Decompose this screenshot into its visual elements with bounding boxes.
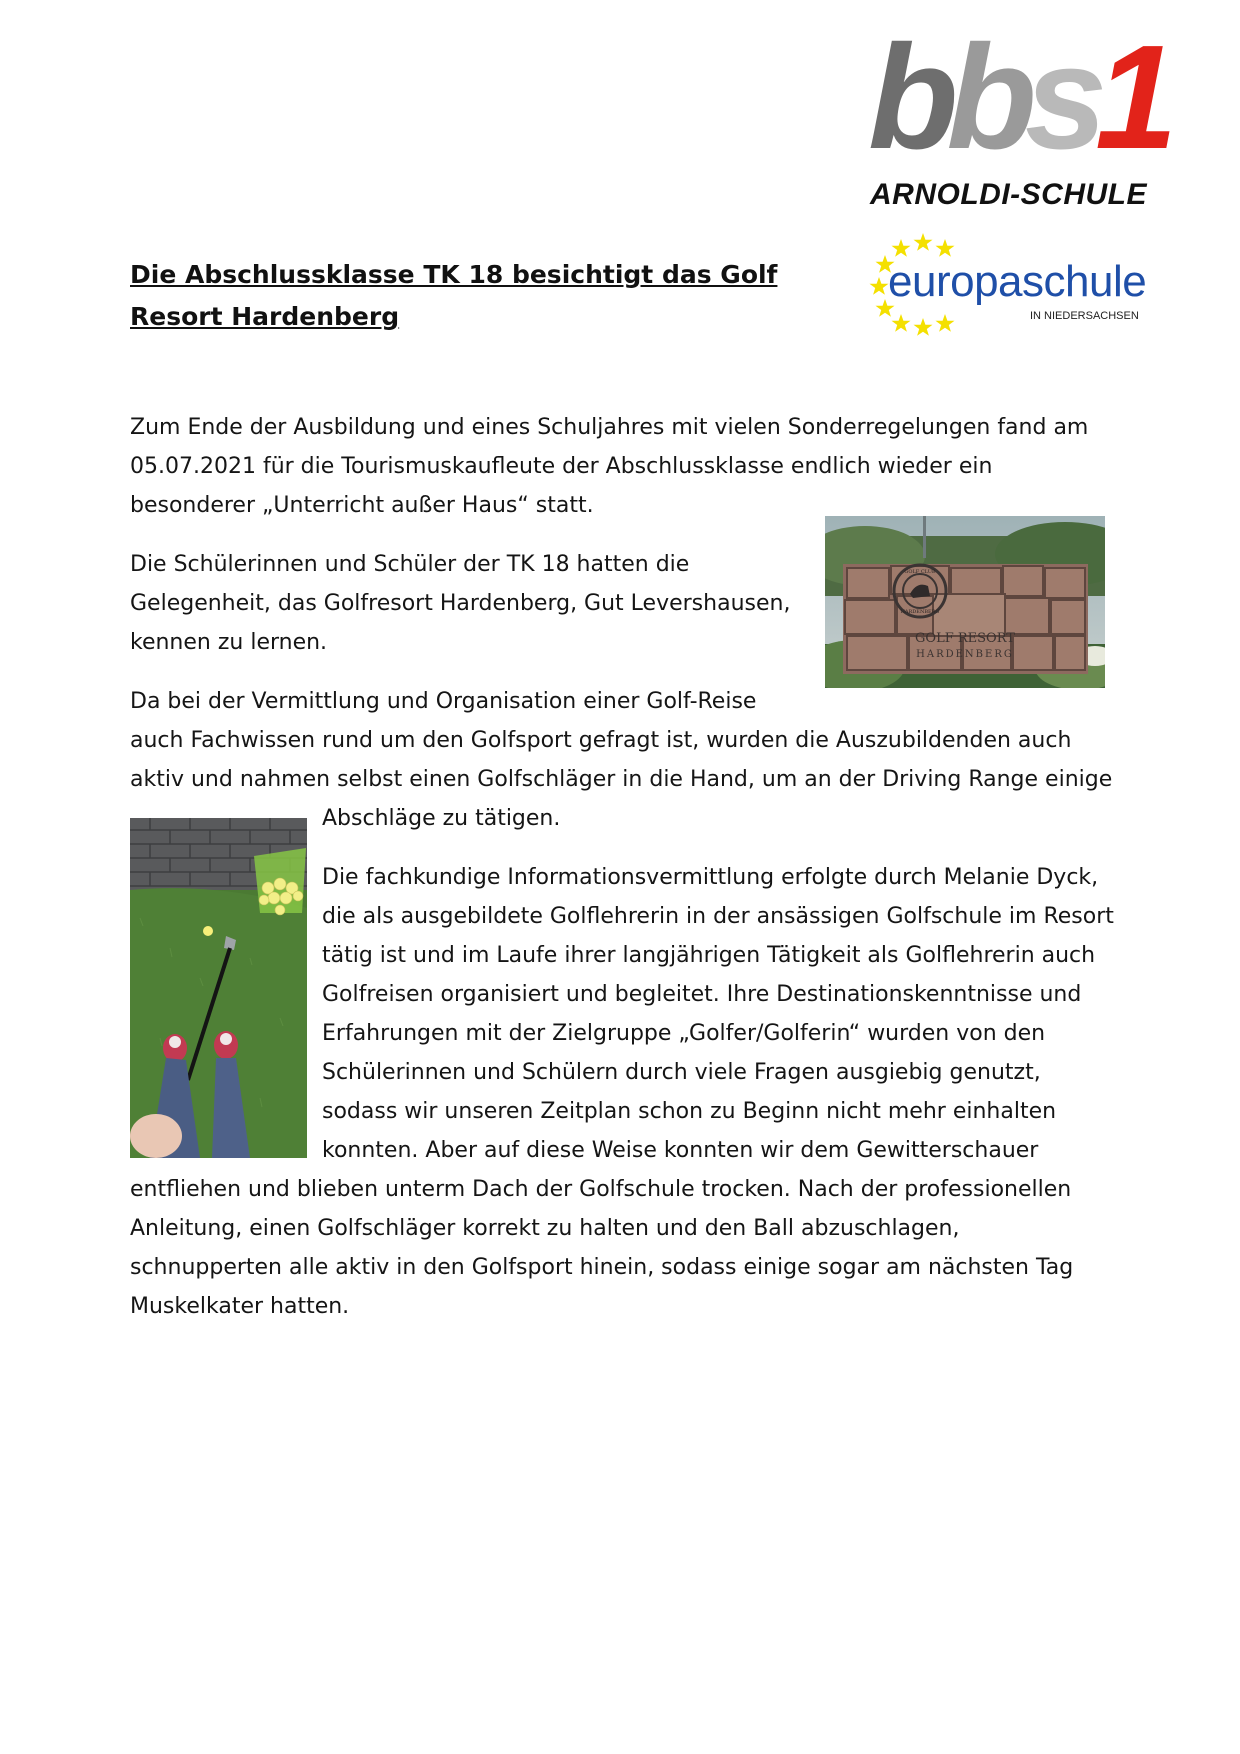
body-line: 05.07.2021 für die Tourismuskaufleute der Abschlussklasse endlich wieder ein	[130, 454, 993, 479]
body-line: konnten. Aber auf diese Weise konnten wir dem Gewitterschauer	[322, 1138, 1039, 1163]
body-line: kennen zu lernen.	[130, 630, 328, 655]
body-line: Golfreisen organisiert und begleitet. Ihre Destinationskenntnisse und	[322, 982, 1082, 1007]
body-line: Anleitung, einen Golfschläger korrekt zu halten und den Ball abzuschlagen,	[130, 1216, 960, 1241]
body-line: Muskelkater hatten.	[130, 1294, 350, 1319]
body-line: entfliehen und blieben unterm Dach der Golfschule trocken. Nach der professionellen	[130, 1177, 1072, 1202]
europaschule-wordmark: europaschule	[888, 257, 1147, 306]
body-line: Gelegenheit, das Golfresort Hardenberg, Gut Levershausen,	[130, 591, 791, 616]
sign-line-1: GOLF RESORT	[915, 631, 1015, 646]
driving-range-photo	[130, 818, 307, 1158]
europaschule-logo	[868, 230, 1168, 340]
body-line: Zum Ende der Ausbildung und eines Schuljahres mit vielen Sonderregelungen fand am	[130, 415, 1089, 440]
body-line: aktiv und nahmen selbst einen Golfschläger in die Hand, um an der Driving Range einige	[130, 767, 1113, 792]
body-line: Die Schülerinnen und Schüler der TK 18 hatten die	[130, 552, 690, 577]
body-line: schnupperten alle aktiv in den Golfsport hinein, sodass einige sogar am nächsten Tag	[130, 1255, 1074, 1280]
body-line: Abschläge zu tätigen.	[322, 806, 561, 831]
bbs1-wordmark: bbs1	[868, 15, 1166, 180]
bbs1-subtitle: ARNOLDI-SCHULE	[870, 178, 1147, 211]
body-line: die als ausgebildete Golflehrerin in der ansässigen Golfschule im Resort	[322, 904, 1114, 929]
sign-badge-top: GOLF CLUB	[904, 569, 936, 575]
sign-line-2: HARDENBERG	[916, 649, 1014, 660]
sign-badge-bottom: HARDENBERG	[900, 609, 940, 615]
body-line: besonderer „Unterricht außer Haus“ statt.	[130, 493, 594, 518]
article-title: Die Abschlussklasse TK 18 besichtigt das Golf Resort Hardenberg	[130, 260, 778, 331]
body-line: auch Fachwissen rund um den Golfsport gefragt ist, wurden die Auszubildenden auch	[130, 728, 1072, 753]
body-line: sodass wir unseren Zeitplan schon zu Beginn nicht mehr einhalten	[322, 1099, 1057, 1124]
golf-resort-sign-photo	[825, 516, 1105, 688]
body-line: Erfahrungen mit der Zielgruppe „Golfer/Golferin“ wurden von den	[322, 1021, 1046, 1046]
body-line: Da bei der Vermittlung und Organisation einer Golf-Reise	[130, 689, 757, 714]
europaschule-subtitle: IN NIEDERSACHSEN	[1030, 310, 1139, 322]
bbs1-logo	[868, 15, 1168, 211]
body-line: Die fachkundige Informationsvermittlung erfolgte durch Melanie Dyck,	[322, 865, 1099, 890]
body-line: tätig ist und im Laufe ihrer langjährigen Tätigkeit als Golflehrerin auch	[322, 943, 1096, 968]
body-line: Schülerinnen und Schülern durch viele Fragen ausgiebig genutzt,	[322, 1060, 1041, 1085]
